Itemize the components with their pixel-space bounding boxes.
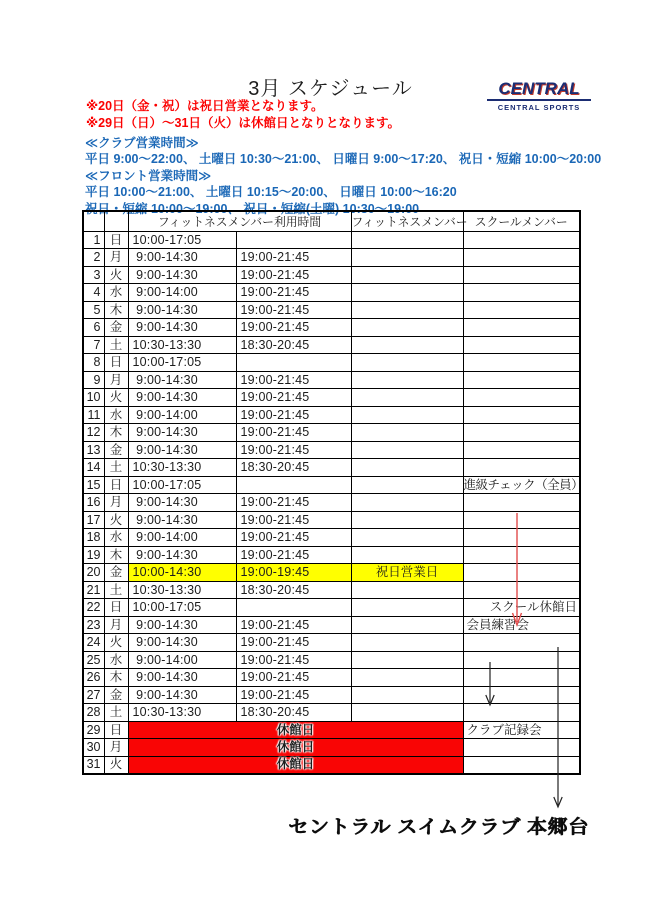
schedule-row-10 (83, 389, 580, 407)
schedule-row-6 (83, 319, 580, 337)
weekday-label: 日 (104, 231, 128, 249)
weekday-label: 土 (104, 336, 128, 354)
weekday-label: 月 (104, 739, 128, 757)
morning-hours: 9:00-14:30 (128, 389, 236, 407)
schedule-table-body (83, 231, 584, 774)
morning-hours: 10:30-13:30 (128, 704, 236, 722)
evening-hours: 19:00-21:45 (236, 686, 351, 704)
day-number: 27 (83, 686, 104, 704)
day-number: 7 (83, 336, 104, 354)
morning-hours: 10:00-14:30 (128, 564, 236, 582)
weekday-label: 日 (104, 599, 128, 617)
evening-hours: 19:00-21:45 (236, 249, 351, 267)
evening-hours: 19:00-21:45 (236, 511, 351, 529)
day-number: 22 (83, 599, 104, 617)
schedule-row-31 (83, 756, 580, 774)
day-number: 28 (83, 704, 104, 722)
day-number: 6 (83, 319, 104, 337)
school-member-note (463, 389, 580, 407)
schedule-row-11 (83, 406, 580, 424)
closed-day-cell: 休館日 (128, 721, 463, 739)
weekday-label: 土 (104, 704, 128, 722)
day-number: 19 (83, 546, 104, 564)
school-member-note (463, 441, 580, 459)
school-member-note (463, 581, 580, 599)
schedule-table (82, 210, 584, 775)
morning-hours: 9:00-14:30 (128, 686, 236, 704)
closed-day-cell: 休館日 (128, 756, 463, 774)
fitness-member-note (351, 406, 463, 424)
morning-hours: 9:00-14:30 (128, 511, 236, 529)
morning-hours: 9:00-14:00 (128, 651, 236, 669)
central-logo-subtext: CENTRAL SPORTS (497, 103, 581, 112)
evening-hours: 19:00-21:45 (236, 634, 351, 652)
weekday-label: 水 (104, 406, 128, 424)
evening-hours: 19:00-19:45 (236, 564, 351, 582)
day-number: 17 (83, 511, 104, 529)
day-number: 11 (83, 406, 104, 424)
school-member-note (463, 284, 580, 302)
notice-block (86, 98, 400, 132)
weekday-label: 日 (104, 476, 128, 494)
business-hours-block (85, 135, 601, 217)
school-member-note (463, 266, 580, 284)
weekday-label: 火 (104, 756, 128, 774)
schedule-row-1 (83, 231, 580, 249)
school-member-note (463, 511, 580, 529)
fitness-member-note (351, 459, 463, 477)
header-day-blank (83, 211, 104, 231)
weekday-label: 金 (104, 564, 128, 582)
schedule-row-3 (83, 266, 580, 284)
notice-holiday-open: ※20日（金・祝）は祝日営業となります。 (86, 99, 324, 113)
weekday-label: 金 (104, 686, 128, 704)
morning-hours: 9:00-14:30 (128, 301, 236, 319)
club-hours-line: 平日 9:00～22:00、 土曜日 10:30～21:00、 日曜日 9:00～17:20、 祝日・短縮 10:00～20:00 (85, 152, 602, 167)
day-number: 23 (83, 616, 104, 634)
weekday-label: 火 (104, 389, 128, 407)
day-number: 20 (83, 564, 104, 582)
weekday-label: 火 (104, 634, 128, 652)
schedule-row-24 (83, 634, 580, 652)
weekday-label: 日 (104, 721, 128, 739)
page-title: 3月 スケジュール (248, 78, 413, 100)
evening-hours: 19:00-21:45 (236, 389, 351, 407)
fitness-member-note (351, 686, 463, 704)
notice-closed-days: ※29日（日）～31日（火）は休館日となりとなります。 (86, 116, 400, 130)
weekday-label: 水 (104, 529, 128, 547)
evening-hours: 18:30-20:45 (236, 581, 351, 599)
school-member-note (463, 406, 580, 424)
weekday-label: 火 (104, 511, 128, 529)
day-number: 8 (83, 354, 104, 372)
school-member-note: 進級チェック（全員） (463, 477, 584, 492)
school-member-note (463, 249, 580, 267)
fitness-member-note (351, 249, 463, 267)
school-member-note: 会員練習会 (463, 616, 580, 634)
fitness-member-note (351, 336, 463, 354)
day-number: 21 (83, 581, 104, 599)
fitness-member-note (351, 581, 463, 599)
schedule-header-row (83, 211, 580, 231)
weekday-label: 木 (104, 301, 128, 319)
school-member-note (463, 739, 580, 757)
evening-hours: 19:00-21:45 (236, 424, 351, 442)
front-hours-line: 平日 10:00～21:00、 土曜日 10:15～20:00、 日曜日 10:00～16:20 (85, 185, 457, 200)
day-number: 31 (83, 756, 104, 774)
school-member-note: スクール休館日 (463, 599, 580, 617)
morning-hours: 10:00-17:05 (128, 476, 236, 494)
schedule-row-22 (83, 599, 580, 617)
school-member-note (463, 529, 580, 547)
schedule-row-12 (83, 424, 580, 442)
fitness-member-note (351, 371, 463, 389)
evening-hours: 19:00-21:45 (236, 284, 351, 302)
fitness-member-note (351, 599, 463, 617)
header-fitness-member: フィットネスメンバー (351, 211, 463, 231)
schedule-row-16 (83, 494, 580, 512)
weekday-label: 土 (104, 459, 128, 477)
school-member-note (463, 424, 580, 442)
day-number: 16 (83, 494, 104, 512)
school-member-note (463, 686, 580, 704)
header-school-member: スクールメンバー (463, 211, 580, 231)
school-member-note (463, 336, 580, 354)
morning-hours: 9:00-14:30 (128, 249, 236, 267)
school-member-note (463, 301, 580, 319)
fitness-member-note (351, 231, 463, 249)
weekday-label: 月 (104, 616, 128, 634)
weekday-label: 月 (104, 371, 128, 389)
schedule-row-30 (83, 739, 580, 757)
day-number: 18 (83, 529, 104, 547)
fitness-member-note (351, 634, 463, 652)
evening-hours (236, 231, 351, 249)
evening-hours: 19:00-21:45 (236, 494, 351, 512)
school-member-note (463, 669, 580, 687)
day-number: 14 (83, 459, 104, 477)
morning-hours: 9:00-14:30 (128, 616, 236, 634)
weekday-label: 月 (104, 494, 128, 512)
weekday-label: 木 (104, 546, 128, 564)
header-usage-hours: フィットネスメンバー利用時間 (128, 211, 351, 231)
fitness-member-note (351, 651, 463, 669)
schedule-row-29 (83, 721, 580, 739)
schedule-row-21 (83, 581, 580, 599)
morning-hours: 9:00-14:30 (128, 634, 236, 652)
weekday-label: 金 (104, 319, 128, 337)
school-member-note (463, 704, 580, 722)
school-member-note (463, 634, 580, 652)
weekday-label: 水 (104, 651, 128, 669)
fitness-member-note (351, 266, 463, 284)
day-number: 24 (83, 634, 104, 652)
schedule-row-18 (83, 529, 580, 547)
school-member-note (463, 651, 580, 669)
day-number: 12 (83, 424, 104, 442)
day-number: 29 (83, 721, 104, 739)
evening-hours: 19:00-21:45 (236, 319, 351, 337)
day-number: 1 (83, 231, 104, 249)
closed-day-cell: 休館日 (128, 739, 463, 757)
schedule-row-26 (83, 669, 580, 687)
fitness-member-note (351, 319, 463, 337)
morning-hours: 9:00-14:30 (128, 546, 236, 564)
evening-hours: 19:00-21:45 (236, 651, 351, 669)
day-number: 13 (83, 441, 104, 459)
evening-hours: 19:00-21:45 (236, 301, 351, 319)
evening-hours: 18:30-20:45 (236, 336, 351, 354)
morning-hours: 9:00-14:00 (128, 529, 236, 547)
schedule-row-4 (83, 284, 580, 302)
school-member-note (463, 319, 580, 337)
schedule-row-14 (83, 459, 580, 477)
bottom-brand-logo: セントラル スイムクラブ 本郷台 (288, 817, 589, 838)
weekday-label: 火 (104, 266, 128, 284)
fitness-member-note (351, 616, 463, 634)
schedule-row-23 (83, 616, 580, 634)
morning-hours: 9:00-14:30 (128, 371, 236, 389)
fitness-member-note (351, 669, 463, 687)
schedule-row-13 (83, 441, 580, 459)
club-hours-heading: ≪クラブ営業時間≫ (85, 136, 199, 150)
day-number: 4 (83, 284, 104, 302)
day-number: 10 (83, 389, 104, 407)
day-number: 26 (83, 669, 104, 687)
fitness-member-note (351, 529, 463, 547)
evening-hours (236, 354, 351, 372)
weekday-label: 木 (104, 669, 128, 687)
fitness-member-note (351, 511, 463, 529)
schedule-row-20 (83, 564, 580, 582)
school-member-note (463, 371, 580, 389)
morning-hours: 10:30-13:30 (128, 459, 236, 477)
central-sports-logo (487, 80, 591, 112)
evening-hours: 19:00-21:45 (236, 441, 351, 459)
day-number: 3 (83, 266, 104, 284)
school-member-note (463, 756, 580, 774)
fitness-member-note (351, 476, 463, 494)
morning-hours: 9:00-14:30 (128, 494, 236, 512)
schedule-row-19 (83, 546, 580, 564)
fitness-member-note (351, 389, 463, 407)
weekday-label: 金 (104, 441, 128, 459)
weekday-label: 水 (104, 284, 128, 302)
evening-hours: 18:30-20:45 (236, 459, 351, 477)
evening-hours (236, 599, 351, 617)
morning-hours: 10:00-17:05 (128, 599, 236, 617)
weekday-label: 土 (104, 581, 128, 599)
day-number: 30 (83, 739, 104, 757)
morning-hours: 9:00-14:30 (128, 319, 236, 337)
schedule-row-25 (83, 651, 580, 669)
day-number: 5 (83, 301, 104, 319)
schedule-row-27 (83, 686, 580, 704)
morning-hours: 10:00-17:05 (128, 231, 236, 249)
fitness-member-note (351, 441, 463, 459)
schedule-row-17 (83, 511, 580, 529)
school-member-note (463, 231, 580, 249)
evening-hours: 19:00-21:45 (236, 616, 351, 634)
school-member-note (463, 546, 580, 564)
morning-hours: 9:00-14:00 (128, 284, 236, 302)
schedule-row-15 (83, 476, 580, 494)
morning-hours: 10:30-13:30 (128, 336, 236, 354)
school-member-note (463, 459, 580, 477)
fitness-member-note (351, 546, 463, 564)
school-member-note: クラブ記録会 (463, 721, 580, 739)
day-number: 25 (83, 651, 104, 669)
header-weekday-blank (104, 211, 128, 231)
evening-hours (236, 476, 351, 494)
weekday-label: 日 (104, 354, 128, 372)
day-number: 2 (83, 249, 104, 267)
morning-hours: 9:00-14:30 (128, 266, 236, 284)
front-hours-heading: ≪フロント営業時間≫ (85, 168, 212, 183)
fitness-member-note (351, 424, 463, 442)
morning-hours: 9:00-14:00 (128, 406, 236, 424)
evening-hours: 19:00-21:45 (236, 529, 351, 547)
weekday-label: 木 (104, 424, 128, 442)
schedule-row-5 (83, 301, 580, 319)
morning-hours: 9:00-14:30 (128, 424, 236, 442)
evening-hours: 19:00-21:45 (236, 406, 351, 424)
evening-hours: 18:30-20:45 (236, 704, 351, 722)
school-member-note (463, 354, 580, 372)
schedule-row-8 (83, 354, 580, 372)
fitness-member-note: 祝日営業日 (351, 564, 463, 582)
front-hours-holiday-line: 祝日・短縮 10:00～19:00、 祝日・短縮(土曜) 10:30～19:00 (85, 201, 420, 216)
fitness-member-note (351, 494, 463, 512)
fitness-member-note (351, 284, 463, 302)
school-member-note (463, 494, 580, 512)
schedule-row-9 (83, 371, 580, 389)
morning-hours: 9:00-14:30 (128, 441, 236, 459)
day-number: 15 (83, 476, 104, 494)
fitness-member-note (351, 354, 463, 372)
schedule-row-2 (83, 249, 580, 267)
fitness-member-note (351, 301, 463, 319)
central-logo-wordmark: CENTRAL (487, 80, 591, 101)
school-member-note (463, 564, 580, 582)
schedule-row-7 (83, 336, 580, 354)
morning-hours: 9:00-14:30 (128, 669, 236, 687)
day-number: 9 (83, 371, 104, 389)
morning-hours: 10:30-13:30 (128, 581, 236, 599)
evening-hours: 19:00-21:45 (236, 266, 351, 284)
evening-hours: 19:00-21:45 (236, 371, 351, 389)
weekday-label: 月 (104, 249, 128, 267)
evening-hours: 19:00-21:45 (236, 669, 351, 687)
morning-hours: 10:00-17:05 (128, 354, 236, 372)
schedule-row-28 (83, 704, 580, 722)
evening-hours: 19:00-21:45 (236, 546, 351, 564)
fitness-member-note (351, 704, 463, 722)
